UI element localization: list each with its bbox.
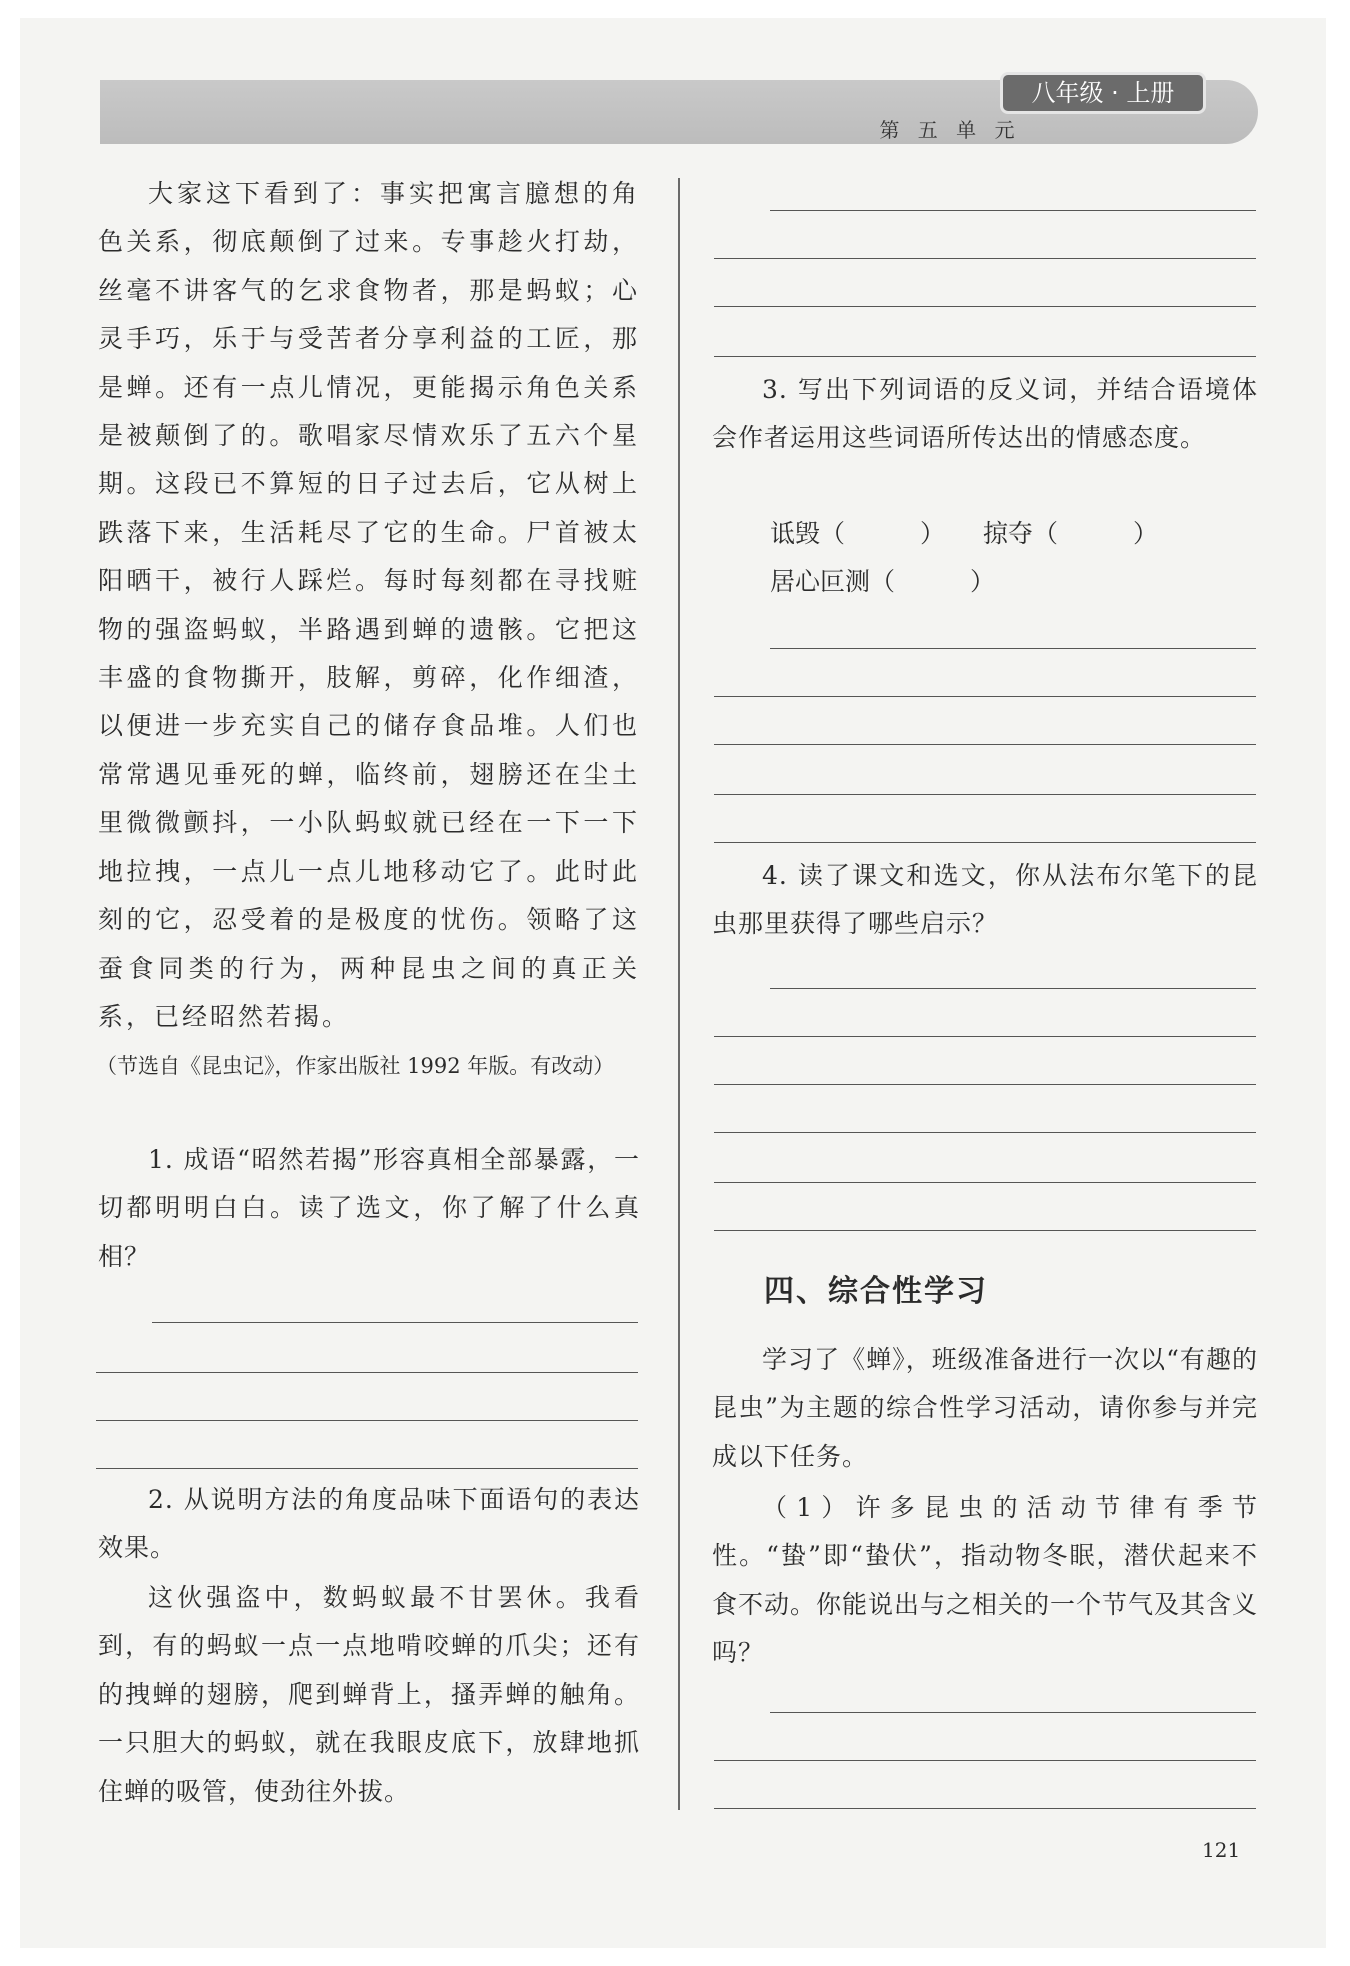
- question-2: 2. 从说明方法的角度品味下面语句的表达效果。: [98, 1485, 640, 1563]
- q3-words-row: [770, 558, 995, 606]
- unit-label: 第 五 单 元: [879, 118, 1021, 142]
- page-number: 121: [1202, 1838, 1241, 1862]
- answer-line[interactable]: [770, 648, 1256, 649]
- question-1: 1. 成语“昭然若揭”形容真相全部暴露，一切都明明白白。读了选文，你了解了什么真相？: [98, 1145, 640, 1271]
- answer-line[interactable]: [714, 258, 1256, 259]
- answer-line[interactable]: [714, 744, 1256, 745]
- section-title: 四、综合性学习: [764, 1274, 988, 1309]
- column-divider: [678, 178, 680, 1810]
- answer-line[interactable]: [714, 1760, 1256, 1761]
- answer-line[interactable]: [96, 1420, 638, 1421]
- passage-paragraph: 大家这下看到了：事实把寓言臆想的角色关系，彻底颠倒了过来。专事趁火打劫，丝毫不讲客气的乞求食物者，那是蚂蚁；心灵手巧，乐于与受苦者分享利益的工匠，那是蝉。还有一点儿情况，更能揭示角色关系是被颠倒了的。歌唱家尽情欢乐了五六个星期。这段已不算短的日子过去后，它从树上跌落下来，生活耗尽了它的生命。尸首被太阳晒干，被行人踩烂。每时每刻都在寻找赃物的强盗蚂蚁，半路遇到蝉的遗骸。它把这丰盛的食物撕开，肢解，剪碎，化作细渣，以便进一步充实自己的储存食品堆。人们也常常遇见垂死的蝉，临终前，翅膀还在尘土里微微颤抖，一小队蚂蚁就已经在一下一下地拉拽，一点儿一点儿地移动它了。此时此刻的它，忍受着的是极度的忧伤。领略了这蚕食同类的行为，两种昆虫之间的真正关系，已经昭然若揭。: [98, 179, 640, 1031]
- passage: [98, 170, 640, 1041]
- word-antonym-2: 掠夺（ ）: [982, 519, 1158, 548]
- answer-line[interactable]: [714, 794, 1256, 795]
- question-2-quote: 这伙强盗中，数蚂蚁最不甘罢休。我看到，有的蚂蚁一点一点地啃咬蝉的爪尖；还有的拽蝉的翅膀，爬到蝉背上，搔弄蝉的触角。一只胆大的蚂蚁，就在我眼皮底下，放肆地抓住蝉的吸管，使劲往外拔。: [98, 1583, 640, 1806]
- answer-line[interactable]: [714, 306, 1256, 307]
- question-4: 4. 读了课文和选文，你从法布尔笔下的昆虫那里获得了哪些启示？: [712, 861, 1258, 939]
- answer-line[interactable]: [714, 1182, 1256, 1183]
- passage-source: （节选自《昆虫记》，作家出版社 1992 年版。有改动）: [96, 1054, 615, 1078]
- answer-line[interactable]: [714, 842, 1256, 843]
- word-antonym-3: 居心叵测（ ）: [770, 567, 996, 596]
- question-3: 3. 写出下列词语的反义词，并结合语境体会作者运用这些词语所传达出的情感态度。: [712, 375, 1258, 453]
- answer-line[interactable]: [770, 1712, 1256, 1713]
- answer-line[interactable]: [96, 1468, 638, 1469]
- answer-line[interactable]: [152, 1322, 638, 1323]
- answer-line[interactable]: [714, 1084, 1256, 1085]
- answer-line[interactable]: [714, 356, 1256, 357]
- answer-line[interactable]: [770, 210, 1256, 211]
- answer-line[interactable]: [714, 1808, 1256, 1809]
- answer-line[interactable]: [714, 696, 1256, 697]
- answer-line[interactable]: [714, 1132, 1256, 1133]
- task-1: （1）许多昆虫的活动节律有季节性。“蛰”即“蛰伏”，指动物冬眠，潜伏起来不食不动。你能说出与之相关的一个节气及其含义吗？: [712, 1493, 1259, 1668]
- answer-line[interactable]: [714, 1230, 1256, 1231]
- grade-label: 八年级 · 上册: [1000, 72, 1206, 114]
- answer-line[interactable]: [770, 988, 1256, 989]
- answer-line[interactable]: [714, 1036, 1256, 1037]
- section-intro: 学习了《蝉》，班级准备进行一次以“有趣的昆虫”为主题的综合性学习活动，请你参与并完成以下任务。: [712, 1345, 1258, 1471]
- q3-words-row: [770, 510, 1158, 558]
- word-antonym-1: 诋毁（ ）: [770, 519, 946, 548]
- answer-line[interactable]: [96, 1372, 638, 1373]
